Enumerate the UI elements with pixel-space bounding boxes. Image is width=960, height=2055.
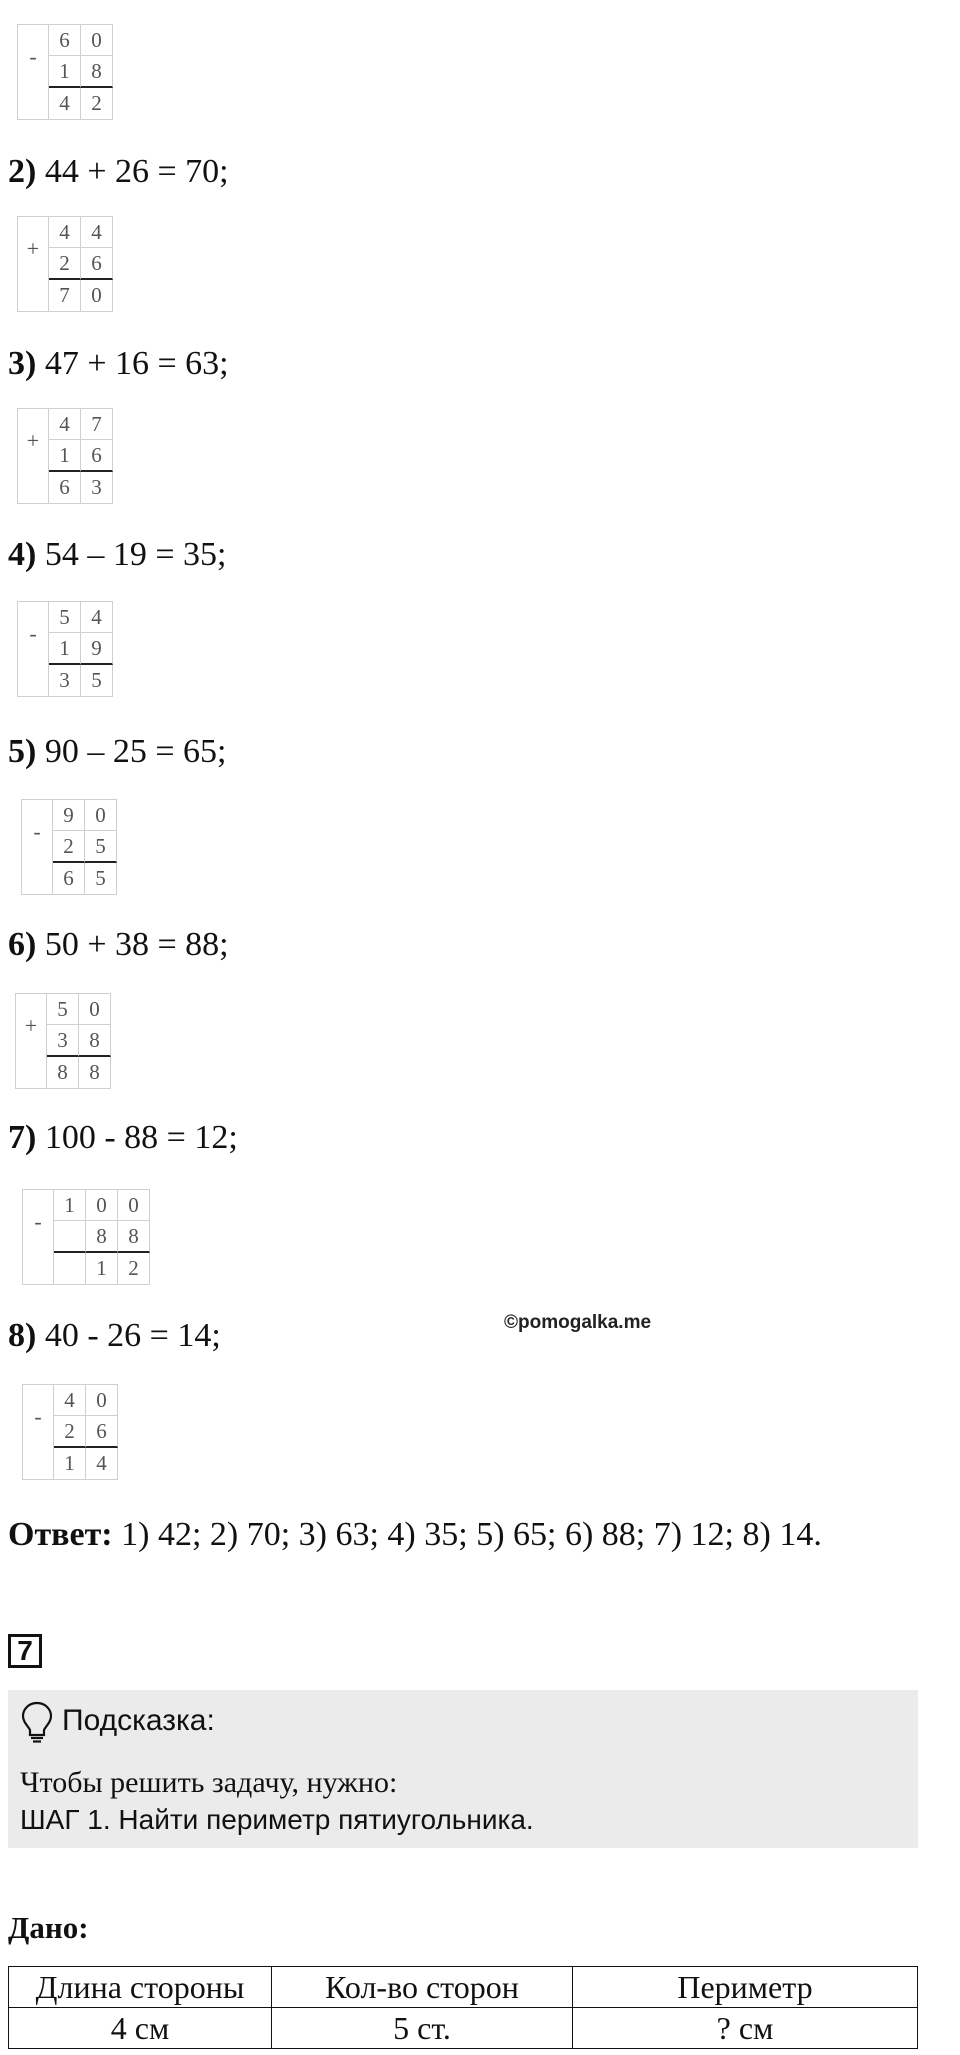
calc-empty-cell — [17, 280, 49, 312]
calc-empty-cell — [21, 863, 53, 895]
given-table — [8, 1966, 918, 2049]
column-calc-1 — [17, 24, 113, 120]
calc-digit: 2 — [54, 1416, 86, 1448]
table-header-cell: Длина стороны — [9, 1967, 272, 2008]
calc-digit: 7 — [49, 280, 81, 312]
calc-digit — [54, 1253, 86, 1285]
column-calc-3 — [17, 408, 113, 504]
answer-text: 1) 42; 2) 70; 3) 63; 4) 35; 5) 65; 6) 88; 7) 12; 8) 14. — [112, 1516, 822, 1553]
column-calc-6 — [15, 993, 111, 1089]
minus-sign: - — [22, 1189, 54, 1253]
calc-digit: 5 — [47, 993, 79, 1025]
plus-sign: + — [15, 993, 47, 1057]
minus-sign: - — [22, 1384, 54, 1448]
calc-empty-cell — [15, 1057, 47, 1089]
equation-5: 5) 90 – 25 = 65; — [8, 733, 227, 770]
calc-digit: 9 — [53, 799, 85, 831]
calc-digit: 5 — [85, 863, 117, 895]
answer-line — [8, 1515, 822, 1555]
calc-digit: 5 — [81, 665, 113, 697]
calc-digit: 8 — [79, 1025, 111, 1057]
calc-digit: 4 — [81, 216, 113, 248]
equation-8: 8) 40 - 26 = 14; — [8, 1317, 221, 1354]
calc-digit: 6 — [81, 440, 113, 472]
calc-digit: 6 — [49, 24, 81, 56]
calc-digit: 1 — [86, 1253, 118, 1285]
minus-sign: - — [17, 24, 49, 88]
calc-digit: 3 — [47, 1025, 79, 1057]
table-header-row — [9, 1967, 918, 2008]
table-row — [9, 2008, 918, 2049]
calc-digit: 1 — [54, 1448, 86, 1480]
calc-digit: 8 — [81, 56, 113, 88]
calc-digit: 8 — [86, 1221, 118, 1253]
calc-digit: 4 — [49, 216, 81, 248]
calc-digit: 0 — [81, 280, 113, 312]
calc-digit: 4 — [81, 601, 113, 633]
equation-6: 6) 50 + 38 = 88; — [8, 926, 229, 963]
calc-digit: 6 — [53, 863, 85, 895]
calc-digit: 0 — [118, 1189, 150, 1221]
equation-3: 3) 47 + 16 = 63; — [8, 345, 229, 382]
column-calc-7 — [22, 1189, 150, 1285]
calc-empty-cell — [22, 1448, 54, 1480]
calc-empty-cell — [17, 88, 49, 120]
calc-digit: 0 — [79, 993, 111, 1025]
calc-digit: 5 — [49, 601, 81, 633]
calc-digit: 1 — [49, 633, 81, 665]
calc-digit: 0 — [81, 24, 113, 56]
calc-digit: 4 — [86, 1448, 118, 1480]
calc-digit: 9 — [81, 633, 113, 665]
hint-box — [8, 1690, 918, 1848]
calc-empty-cell — [17, 472, 49, 504]
minus-sign: - — [21, 799, 53, 863]
calc-digit: 1 — [49, 56, 81, 88]
calc-digit: 6 — [49, 472, 81, 504]
calc-digit: 4 — [54, 1384, 86, 1416]
calc-digit: 1 — [54, 1189, 86, 1221]
calc-digit: 3 — [49, 665, 81, 697]
column-calc-2 — [17, 216, 113, 312]
step-label: ШАГ 1. — [20, 1804, 111, 1835]
step-text: Найти периметр пятиугольника. — [110, 1804, 534, 1835]
calc-digit: 8 — [79, 1057, 111, 1089]
table-cell: 5 ст. — [272, 2008, 573, 2049]
calc-digit — [54, 1221, 86, 1253]
hint-step — [20, 1804, 534, 1836]
calc-empty-cell — [22, 1253, 54, 1285]
calc-digit: 6 — [81, 248, 113, 280]
task-number: 7 — [8, 1634, 42, 1668]
minus-sign: - — [17, 601, 49, 665]
calc-digit: 0 — [86, 1384, 118, 1416]
column-calc-8 — [22, 1384, 118, 1480]
table-cell: ? см — [573, 2008, 918, 2049]
calc-digit: 4 — [49, 408, 81, 440]
calc-digit: 8 — [47, 1057, 79, 1089]
equation-2: 2) 44 + 26 = 70; — [8, 153, 229, 190]
calc-digit: 2 — [53, 831, 85, 863]
column-calc-4 — [17, 601, 113, 697]
equation-7: 7) 100 - 88 = 12; — [8, 1119, 238, 1156]
calc-digit: 4 — [49, 88, 81, 120]
calc-digit: 2 — [49, 248, 81, 280]
table-header-cell: Кол-во сторон — [272, 1967, 573, 2008]
calc-digit: 2 — [81, 88, 113, 120]
plus-sign: + — [17, 216, 49, 280]
answer-label: Ответ: — [8, 1516, 113, 1553]
hint-title: Подсказка: — [62, 1704, 215, 1737]
calc-digit: 6 — [86, 1416, 118, 1448]
calc-digit: 3 — [81, 472, 113, 504]
calc-digit: 5 — [85, 831, 117, 863]
calc-digit: 0 — [85, 799, 117, 831]
calc-empty-cell — [17, 665, 49, 697]
calc-digit: 0 — [86, 1189, 118, 1221]
table-header-cell: Периметр — [573, 1967, 918, 2008]
given-label: Дано: — [8, 1910, 89, 1945]
watermark: ©pomogalka.me — [504, 1312, 652, 1333]
calc-digit: 8 — [118, 1221, 150, 1253]
hint-text: Чтобы решить задачу, нужно: — [20, 1766, 398, 1799]
equation-4: 4) 54 – 19 = 35; — [8, 536, 227, 573]
lightbulb-icon — [20, 1700, 54, 1744]
calc-digit: 2 — [118, 1253, 150, 1285]
table-cell: 4 см — [9, 2008, 272, 2049]
plus-sign: + — [17, 408, 49, 472]
calc-digit: 7 — [81, 408, 113, 440]
column-calc-5 — [21, 799, 117, 895]
calc-digit: 1 — [49, 440, 81, 472]
